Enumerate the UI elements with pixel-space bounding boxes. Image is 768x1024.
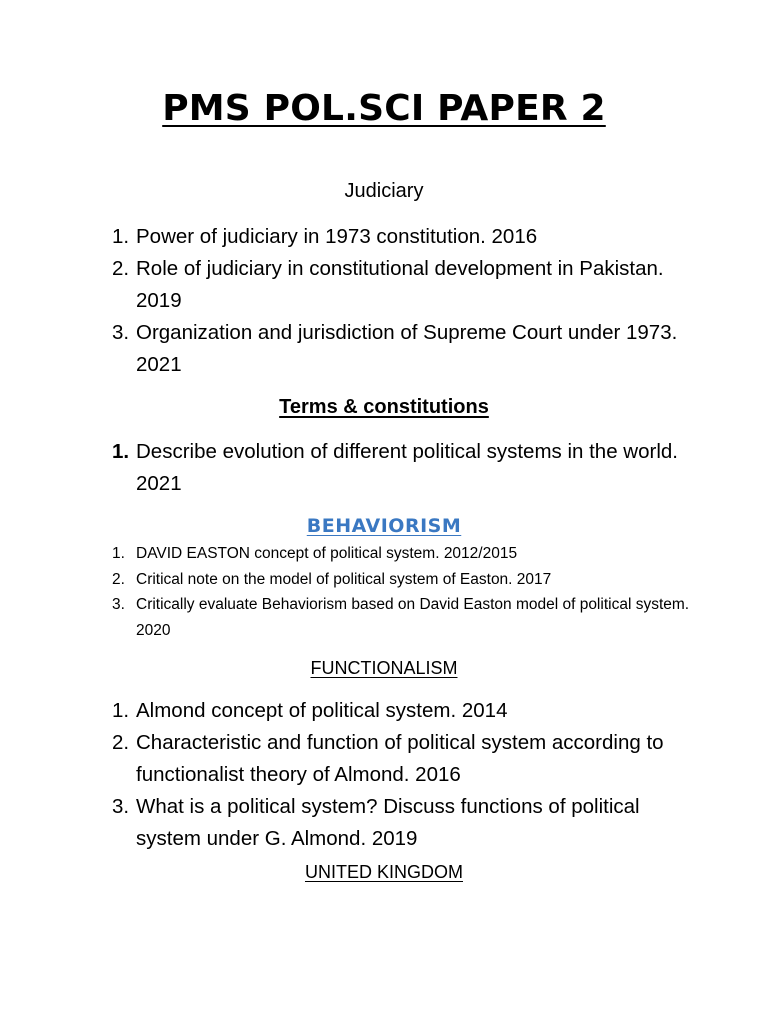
- list-item-text: What is a political system? Discuss functions of political system under G. Almond. 2019: [136, 795, 640, 850]
- list-item-text: Critical note on the model of political system of Easton. 2017: [136, 570, 552, 588]
- behaviorism-heading: BEHAVIORISM: [306, 515, 462, 537]
- list-item-number: 1.: [112, 545, 125, 562]
- judiciary-heading: Judiciary: [344, 180, 424, 202]
- list-item-number: 1.: [112, 699, 130, 722]
- list-item-text: Almond concept of political system. 2014: [136, 699, 508, 722]
- list-item-number: 2.: [112, 731, 130, 754]
- list-item: [0, 317, 696, 381]
- list-item: [0, 253, 696, 317]
- list-item-number: 2.: [112, 257, 130, 280]
- judiciary-list: [0, 221, 696, 381]
- list-item-text: DAVID EASTON concept of political system. 2012/2015: [136, 545, 518, 562]
- list-item: [0, 436, 696, 500]
- behaviorism-list: [0, 541, 696, 643]
- list-item: [0, 592, 696, 643]
- list-item: [0, 567, 696, 593]
- list-item-text: Role of judiciary in constitutional development in Pakistan. 2019: [136, 257, 664, 312]
- terms-list: [0, 436, 696, 500]
- list-item: [0, 695, 696, 727]
- list-item: [0, 221, 696, 253]
- list-item: [0, 541, 696, 567]
- list-item-text: Organization and jurisdiction of Supreme Court under 1973. 2021: [136, 321, 678, 376]
- list-item-number: 1.: [112, 440, 130, 463]
- list-item-text: Power of judiciary in 1973 constitution. 2016: [136, 225, 538, 248]
- list-item-text: Critically evaluate Behaviorism based on David Easton model of political system. 2020: [136, 596, 690, 639]
- functionalism-heading: FUNCTIONALISM: [310, 658, 458, 678]
- list-item-number: 2.: [112, 570, 125, 588]
- functionalism-list: [0, 695, 696, 855]
- united-kingdom-heading: UNITED KINGDOM: [304, 862, 463, 882]
- list-item-number: 3.: [112, 596, 125, 613]
- list-item-text: Characteristic and function of political system according to functionalist theory of Almond. 2016: [136, 731, 664, 786]
- terms-heading: Terms & constitutions: [279, 396, 489, 418]
- list-item: [0, 727, 696, 791]
- list-item: [0, 791, 696, 855]
- list-item-number: 3.: [112, 795, 130, 818]
- list-item-number: 3.: [112, 321, 130, 344]
- list-item-text: Describe evolution of different political systems in the world. 2021: [136, 440, 678, 495]
- page-title: PMS POL.SCI PAPER 2: [162, 88, 606, 129]
- list-item-number: 1.: [112, 225, 130, 248]
